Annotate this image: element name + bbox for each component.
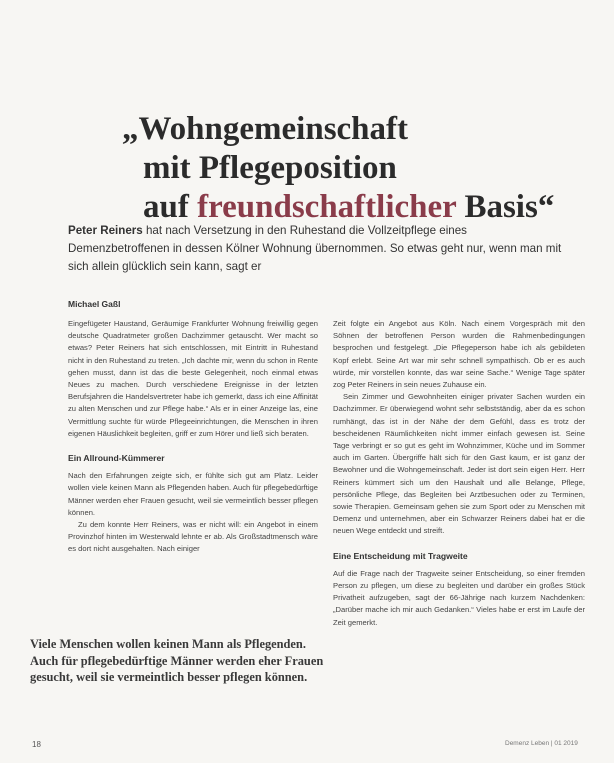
article-title — [122, 110, 592, 227]
left-column — [68, 318, 318, 556]
title-line-2: mit Pflegeposition — [143, 150, 397, 187]
page-number: 18 — [32, 740, 41, 749]
paragraph: Zeit folgte ein Angebot aus Köln. Nach einem Vorgespräch mit den Söhnen der betroffenen Person wurden die Rahmenbedingungen besprochen und festgelegt. „Die Pflegeperson habe ich als gebildeten Kopf erlebt. Seine Art war mir sehr schnell sympathisch. Ob er es auch würde, mir vorstellen konnte, das war seine Sache.“ Wenige Tage später zog Peter Reiners in sein neues Zuhause ein. — [333, 319, 585, 390]
lead-text: hat nach Versetzung in den Ruhestand die Vollzeitpflege eines Demenzbetroffenen in dessen Kölner Wohnung übernommen. So etwas geht nur, wenn man mit sich allein glücklich sein kann, sagt er — [68, 224, 562, 273]
article-lead — [68, 222, 568, 276]
paragraph: Sein Zimmer und Gewohnheiten einiger privater Sachen wurden ein Dachzimmer. Er überwiegend wohnt sehr selbstständig, aber da es schon rumhängt, das ist in der Nähe der dem Gefühl, dass es trotz der bescheidenen Räumlichkeiten nicht immer einfach gewesen ist. Seine Tage verbringt er so gut es geht im Wohnzimmer, Küche und im Sommer auch im Garten. Übergriffe hält sich für den Gast kaum, er ist ganz der Bewohner und die Wohngemeinschaft. Jeder ist dort sein eigen Herr. Herr Reiners kümmert sich um den Haushalt und alle Belange, Pflege, persönliche Pflege, das Begleiten bei Arztbesuchen oder zu Terminen, sowie Therapien. Gemeinsam gehen sie zum Sport oder zu Menschen mit Demenz und unternehmen, aber ein Schwarzer Reiners dabei hat er die neuen Wege entdeckt und streift. — [333, 392, 585, 536]
section-heading: Ein Allround-Kümmerer — [68, 453, 165, 464]
title-line-1: „Wohngemeinschaft — [122, 111, 409, 148]
paragraph: Eingefügeter Haustand, Geräumige Frankfurter Wohnung freiwillig gegen deutsche Quadratmeter großen Dachzimmer getauscht. Wer macht so etwas? Peter Reiners hat sich entschlossen, mit Eintritt in Ruhestand nicht in den Ruhestand zu treten. „Ich dachte mir, wenn du schon in Rente gehen musst, dann ist das die beste Gelegenheit, noch einmal etwas Neues zu machen. Durch verschiedene Ereignisse in der letzten Berufsjahren die Handelsvertreter habe ich gemerkt, dass ich eine Affinität zu alten Menschen und zur Pflege habe.“ Als er in einer Anzeige las, eine Vermittlung suchte für würde Pflegeeinrichtungen, die Menschen in ihren eigenen Häuslichkeit begleiten, griff er zum Hörer und ließ sich beraten. — [68, 319, 318, 438]
title-accent-word: freundschaftlicher — [197, 189, 457, 226]
paragraph: Nach den Erfahrungen zeigte sich, er fühlte sich gut am Platz. Leider wollen viele keinen Mann als Pflegenden haben. Auch für pflegebedürftige Männer werden eher Frauen gesucht, weil sie vermeintlich besser pflegen können. — [68, 471, 318, 517]
paragraph: Zu dem konnte Herr Reiners, was er nicht will: ein Angebot in einem Provinzhof hinten im Westerwald lehnte er ab. Als Großstadtmensch wäre es dort nicht ausgehalten. Nach einiger — [68, 520, 318, 554]
title-line-3: auf freundschaftlicher Basis“ — [143, 189, 555, 226]
paragraph: Auf die Frage nach der Tragweite seiner Entscheidung, so einer fremden Person zu pflegen, um diese zu begleiten und darüber ein großes Stück Privatheit aufzugeben, sagt der 66-Jährige nach kurzem Nachdenken: „Darüber mache ich mir auch Gedanken.“ Vieles habe er erst im Laufe der Zeit gemerkt. — [333, 568, 585, 627]
section-heading: Eine Entscheidung mit Tragweite — [333, 550, 468, 561]
pull-quote: Viele Menschen wollen keinen Mann als Pflegenden. Auch für pflegebedürftige Männer werden eher Frauen gesucht, weil sie vermeintlich besser pflegen können. — [30, 637, 324, 684]
author-byline: Michael Gaßl — [68, 299, 121, 309]
lead-name: Peter Reiners — [68, 224, 143, 237]
magazine-footer: Demenz Leben | 01 2019 — [505, 740, 578, 747]
right-column — [333, 318, 585, 629]
